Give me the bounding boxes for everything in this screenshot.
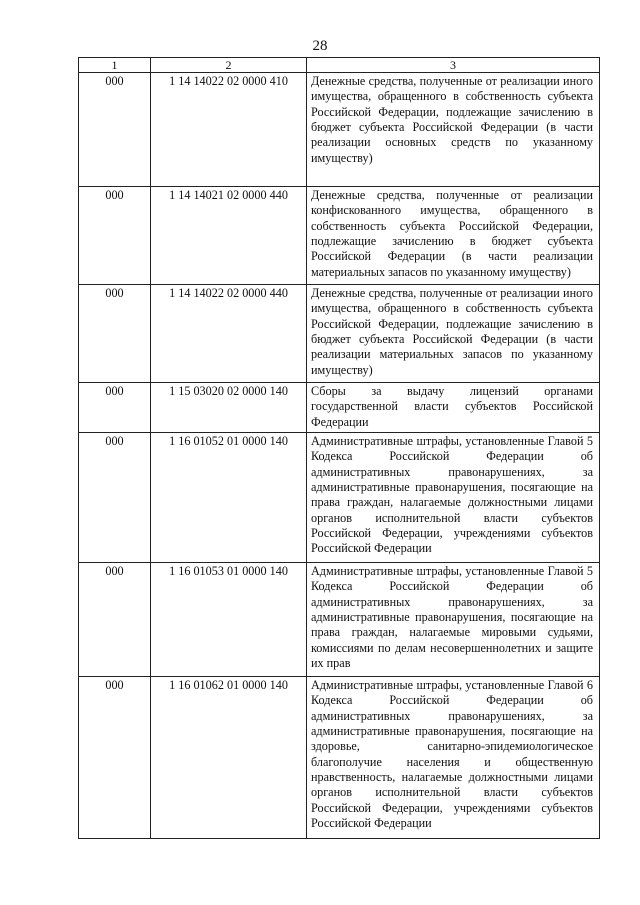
admin-code-cell: 000 <box>79 187 151 285</box>
admin-code-cell: 000 <box>79 563 151 677</box>
budget-code-cell: 1 14 14022 02 0000 440 <box>151 285 307 383</box>
budget-code-cell: 1 16 01062 01 0000 140 <box>151 677 307 839</box>
admin-code-cell: 000 <box>79 677 151 839</box>
admin-code-cell: 000 <box>79 285 151 383</box>
table-row <box>79 187 600 285</box>
admin-code-cell: 000 <box>79 433 151 563</box>
income-description-cell: Денежные средства, полученные от реализации иного имущества, обращенного в собственность субъекта Российской Федерации, подлежащие зачислению в бюджет субъекта Российской Федерации (в части реализации материальных запасов по указанному имуществу) <box>307 285 600 383</box>
column-header-3: 3 <box>307 58 600 73</box>
budget-code-cell: 1 16 01053 01 0000 140 <box>151 563 307 677</box>
income-description-cell: Сборы за выдачу лицензий органами государственной власти субъектов Российской Федерации <box>307 383 600 433</box>
column-header-2: 2 <box>151 58 307 73</box>
page-number: 28 <box>312 38 328 54</box>
budget-code-cell: 1 15 03020 02 0000 140 <box>151 383 307 433</box>
admin-code-cell: 000 <box>79 73 151 187</box>
income-description-cell: Денежные средства, полученные от реализации иного имущества, обращенного в собственность субъекта Российской Федерации, подлежащие зачислению в бюджет субъекта Российской Федерации (в части реализации основных средств по указанному имуществу) <box>307 73 600 187</box>
table-row <box>79 285 600 383</box>
table-header-row <box>79 58 600 73</box>
table-row <box>79 73 600 187</box>
budget-code-cell: 1 14 14021 02 0000 440 <box>151 187 307 285</box>
income-description-cell: Административные штрафы, установленные Главой 5 Кодекса Российской Федерации об административных правонарушениях, за административные правонарушения, посягающие на права граждан, налагаемые должностными лицами органов исполнительной власти субъектов Российской Федерации, учреждениями субъектов Российской Федерации <box>307 433 600 563</box>
admin-code-cell: 000 <box>79 383 151 433</box>
income-description-cell: Денежные средства, полученные от реализации конфискованного имущества, обращенного в собственность субъекта Российской Федерации, подлежащие зачислению в бюджет субъекта Российской Федерации (в части реализации материальных запасов по указанному имуществу) <box>307 187 600 285</box>
table-row <box>79 433 600 563</box>
table-row <box>79 563 600 677</box>
income-description-cell: Административные штрафы, установленные Главой 5 Кодекса Российской Федерации об административных правонарушениях, за административные правонарушения, посягающие на права граждан, налагаемые мировыми судьями, комиссиями по делам несовершеннолетних и защите их прав <box>307 563 600 677</box>
budget-code-table <box>78 57 600 839</box>
column-header-1: 1 <box>79 58 151 73</box>
table-row <box>79 677 600 839</box>
budget-code-cell: 1 16 01052 01 0000 140 <box>151 433 307 563</box>
table-row <box>79 383 600 433</box>
income-description-cell: Административные штрафы, установленные Главой 6 Кодекса Российской Федерации об административных правонарушениях, за административные правонарушения, посягающие на здоровье, санитарно-эпидемиологическое благополучие населения и общественную нравственность, налагаемые должностными лицами органов исполнительной власти субъектов Российской Федерации, учреждениями субъектов Российской Федерации <box>307 677 600 839</box>
budget-code-cell: 1 14 14022 02 0000 410 <box>151 73 307 187</box>
